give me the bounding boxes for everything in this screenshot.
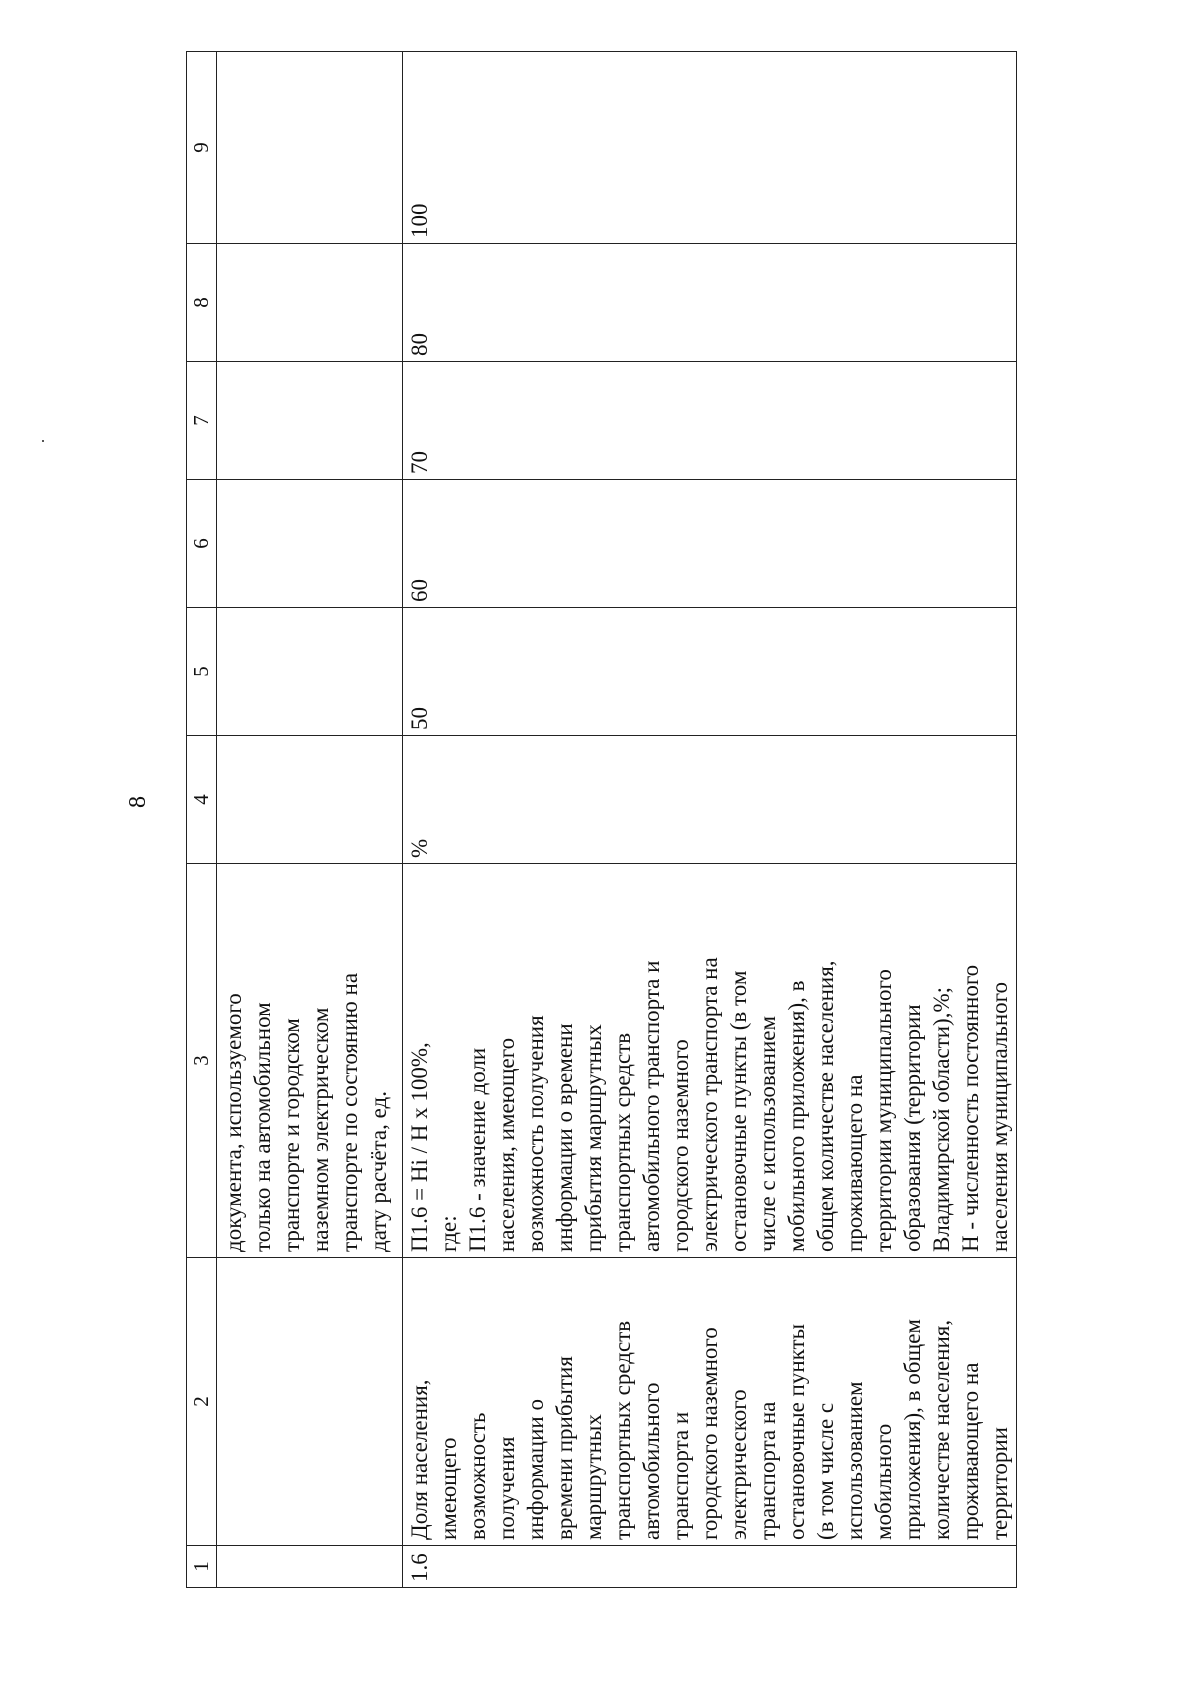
name-line: маршрутных [581,1414,606,1540]
formula-line: населения, имеющего [494,1037,519,1252]
header-row [187,52,217,1588]
column-header: 8 [187,244,217,362]
formula-line: Владимирской области),%; [929,986,954,1252]
formula-line: мобильного приложения), в [784,980,809,1252]
name-line: мобильного [871,1423,896,1540]
name-line: остановочные пункты [784,1323,809,1540]
name-line: автомобильного [639,1382,664,1540]
column-header: 3 [187,864,217,1258]
name-line: использованием [842,1381,867,1540]
cell-formula [403,864,1017,1258]
table-row-1-6 [403,52,1017,1588]
name-line: получения [494,1436,519,1540]
cell-value: 70 [403,362,1017,480]
page-number: 8 [125,796,151,808]
name-line: транспортных средств [610,1320,635,1540]
cell-unit [217,736,403,864]
column-header: 2 [187,1258,217,1546]
cell-value: 100 [403,52,1017,244]
formula-line: П1.6 - значение доли [465,1047,490,1252]
formula-line: проживающего на [842,1074,867,1252]
formula-line: только на автомобильном [250,1002,275,1252]
cell-value: 80 [403,244,1017,362]
name-line: возможность [465,1412,490,1540]
name-line: информации о [523,1399,548,1540]
column-header: 9 [187,52,217,244]
column-header: 5 [187,608,217,736]
column-header: 1 [187,1546,217,1588]
formula-line: транспортных средств [610,1032,635,1252]
name-line: количестве населения, [929,1319,954,1540]
cell-value: 50 [403,608,1017,736]
formula-line: числе с использованием [755,1015,780,1252]
column-header: 4 [187,736,217,864]
name-line: времени прибытия [552,1356,577,1540]
cell-number [217,1546,403,1588]
cell-value [217,480,403,608]
formula-line: где: [436,1215,461,1252]
formula-line: городского наземного [668,1039,693,1252]
name-line: (в том числе с [813,1402,838,1540]
formula-line: документа, используемого [221,993,246,1252]
formula-line: электрического транспорта на [697,957,722,1252]
cell-name [217,1258,403,1546]
formula-line: наземном электрическом [308,1007,333,1252]
formula-line: информации о времени [552,1023,577,1252]
name-line: имеющего [436,1437,461,1540]
formula-line: прибытия маршрутных [581,1024,606,1252]
cell-value [217,244,403,362]
formula-line: Н - численность постоянного [958,964,983,1252]
name-line: территории [987,1427,1012,1540]
name-line: транспорта и [668,1411,693,1540]
formula-line: населения муниципального [987,982,1012,1252]
formula-line: П1.6 = Hi / H x 100%, [407,1042,432,1252]
formula-line: автомобильного транспорта и [639,960,664,1252]
table-row-continuation [217,52,403,1588]
cell-value [217,362,403,480]
formula-line: транспорте и городском [279,1018,304,1252]
name-line: электрического [726,1389,751,1540]
rotated-page [186,52,1088,1588]
cell-number: 1.6 [403,1546,1017,1588]
cell-name [403,1258,1017,1546]
cell-value [217,52,403,244]
name-line: приложения), в общем [900,1319,925,1540]
indicator-table [186,51,1017,1588]
cell-formula [217,864,403,1258]
formula-line: транспорте по состоянию на [337,972,362,1252]
cell-value [217,608,403,736]
name-line: проживающего на [958,1362,983,1540]
name-line: транспорта на [755,1401,780,1540]
formula-line: территории муниципального [871,969,896,1252]
name-line: Доля населения, [407,1379,432,1540]
cell-value: 60 [403,480,1017,608]
formula-line: возможность получения [523,1015,548,1252]
column-header: 7 [187,362,217,480]
formula-line: общем количестве населения, [813,960,838,1252]
formula-line: остановочные пункты (в том [726,970,751,1252]
name-line: городского наземного [697,1327,722,1540]
scan-dot [42,440,44,442]
cell-unit: % [403,736,1017,864]
formula-line: образования (территории [900,1004,925,1252]
column-header: 6 [187,480,217,608]
formula-line: дату расчёта, ед. [366,1091,391,1252]
